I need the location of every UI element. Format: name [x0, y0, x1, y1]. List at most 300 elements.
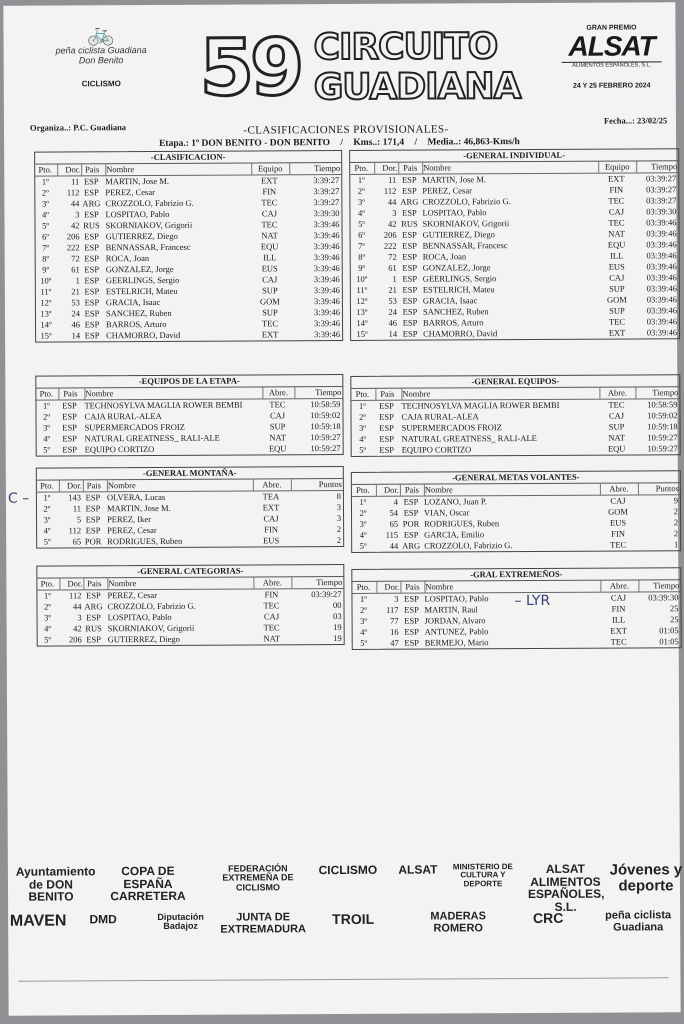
column-header: Pto. [38, 164, 52, 175]
table-cell: 2 [336, 535, 342, 546]
table-cell: ESP [403, 529, 419, 540]
table-cell: TEC [263, 622, 280, 633]
table-cell: 2 [673, 506, 679, 517]
table-cell: 10:59:02 [647, 410, 678, 421]
table-cell: ESP [402, 229, 417, 240]
table-cell: FIN [264, 589, 279, 600]
table-cell: 6º [42, 231, 50, 242]
general-metas-volantes-title: -GENERAL METAS VOLANTES- [352, 471, 680, 485]
column-header: Abre. [253, 577, 290, 588]
table-cell: 8º [42, 253, 50, 264]
sponsor-logo-4: TROIL [332, 910, 375, 928]
table-cell: ESP [379, 444, 395, 455]
table-general-equipos [350, 374, 680, 457]
table-cell: 42 [73, 623, 82, 634]
column-header: Pais [83, 578, 104, 589]
sponsor-logo-4: ALSAT [398, 862, 438, 877]
table-cell: NAT [608, 228, 625, 239]
table-cell: SKORNIAKOV, Grigorii [422, 218, 510, 229]
table-cell: 5º [359, 540, 367, 551]
sponsor-name: ALSAT [568, 30, 655, 62]
sponsor-gp: GRAN PREMIO [586, 24, 637, 32]
table-cell: 25 [669, 603, 679, 614]
table-cell: ARG [402, 540, 421, 551]
table-cell: PEREZ, Cesar [105, 186, 155, 198]
table-cell: 03:39:46 [646, 261, 677, 272]
column-header: Pto. [39, 388, 54, 399]
table-cell: 03:39:46 [646, 217, 677, 228]
table-cell: CAJ [261, 208, 278, 219]
column-header: Nombre [107, 577, 248, 589]
table-cell: 3:39:27 [313, 186, 340, 197]
table-cell: 5º [44, 634, 52, 645]
club-logo [53, 23, 148, 107]
table-cell: EUS [263, 535, 280, 546]
table-cell: ESP [402, 284, 418, 295]
table-cell: 1 [75, 275, 80, 286]
table-cell: ESTELRICH, Mateu [422, 284, 495, 295]
sponsor-logos [8, 848, 683, 936]
table-cell: 4º [359, 529, 367, 540]
table-cell: BENNASSAR, Francesc [422, 240, 508, 251]
table-cell: 14 [388, 328, 398, 339]
table-cell: ANTUNEZ, Pablo [424, 626, 489, 637]
table-cell: EQU [260, 241, 279, 252]
table-cell: VIAN, Oscar [423, 507, 470, 518]
table-cell: CAJ [269, 410, 286, 421]
table-cell: ESP [86, 612, 101, 623]
general-equipos-title: -GENERAL EQUIPOS- [351, 375, 679, 389]
organizer: Organiza..: P.C. Guadiana [29, 122, 127, 133]
table-row [37, 443, 343, 456]
table-cell: EXT [261, 329, 279, 340]
sponsor-logo-0: MAVEN [9, 912, 67, 930]
table-cell: EUS [610, 517, 627, 528]
table-cell: 8 [336, 491, 341, 502]
stage-info [159, 137, 528, 149]
column-header: Dor. [59, 578, 82, 589]
table-cell: 9º [358, 262, 366, 273]
table-cell: 72 [388, 251, 397, 262]
table-cell: 3 [336, 513, 342, 524]
table-cell: 4 [393, 496, 398, 507]
table-cell: BERMEJO, Mario [424, 637, 489, 648]
table-cell: 61 [388, 262, 397, 273]
table-cell: TEC [608, 399, 625, 410]
table-cell: NAT [269, 432, 286, 443]
document-title: -CLASIFICACIONES PROVISIONALES- [243, 123, 449, 137]
stage-separator: / [340, 137, 344, 149]
table-cell: ESP [402, 251, 418, 262]
column-header: Abre. [600, 483, 637, 494]
sponsor-logo-1: DMD [89, 912, 117, 927]
table-cell: 3:39:46 [313, 274, 340, 285]
table-cell: 10º [40, 275, 52, 286]
title-line2: GUADIANA [313, 66, 521, 109]
table-cell: 9 [673, 495, 678, 506]
title-line1: CIRCUITO [313, 26, 498, 69]
column-header: Pto. [40, 578, 55, 589]
stage-average-speed: Media..: 46,863-Kms/h [427, 137, 520, 148]
table-cell: 03 [333, 611, 342, 622]
table-cell: TEC [261, 197, 278, 208]
table-general-metas-volantes [351, 470, 681, 553]
table-cell: 2º [357, 185, 365, 196]
table-cell: OLVERA, Lucas [106, 491, 166, 503]
table-cell: ESP [84, 253, 100, 264]
sponsor-logo [561, 24, 661, 90]
table-cell: 11 [71, 176, 80, 187]
clasificacion-title: -CLASIFICACION- [35, 151, 341, 165]
table-cell: SUPERMERCADOS FROIZ [84, 421, 185, 433]
table-cell: MARTIN, Jose M. [422, 174, 487, 185]
table-cell: ESP [85, 525, 101, 536]
table-cell: 117 [386, 604, 399, 615]
column-header: Dor. [376, 485, 399, 496]
table-cell: 13º [40, 308, 52, 319]
table-cell: 65 [389, 518, 399, 529]
table-cell: BENNASSAR, Francesc [105, 241, 191, 253]
column-header: Tiempo [289, 163, 340, 174]
table-cell: CHAMORRO, David [423, 328, 498, 339]
table-cell: 1º [357, 174, 365, 185]
sponsor-logo-3: JUNTA DE EXTREMADURA [220, 911, 307, 936]
table-cell: 14º [356, 317, 368, 328]
table-cell: ESP [85, 492, 101, 503]
sponsor-logo-0: Ayuntamiento de DON BENITO [15, 864, 96, 904]
table-cell: 5º [360, 637, 368, 648]
table-cell: TEC [269, 399, 286, 410]
column-header: Dor. [376, 582, 399, 593]
table-cell: 2º [359, 411, 366, 422]
table-cell: 24 [388, 306, 397, 317]
table-cell: 6º [358, 229, 366, 240]
table-cell: LOSPITAO, Pablo [107, 611, 172, 623]
table-cell: 12º [356, 295, 368, 306]
table-cell: EXT [260, 175, 278, 186]
club-logo-text: peña ciclista Guadiana [55, 45, 147, 56]
table-cell: 44 [72, 601, 82, 612]
table-cell: 47 [390, 637, 399, 648]
table-cell: 3:39:46 [313, 252, 340, 263]
table-cell: SUP [269, 421, 286, 432]
column-header: Pais [400, 582, 423, 593]
table-cell: 3:39:46 [313, 307, 340, 318]
sponsor-logo-5: MADERAS ROMERO [430, 910, 486, 935]
table-cell: RUS [83, 220, 100, 231]
table-cell: 1 [392, 273, 397, 284]
table-cell: 2 [673, 528, 679, 539]
table-cell: TEC [610, 539, 627, 550]
table-cell: 12º [40, 297, 52, 308]
table-cell: 10:58:59 [647, 399, 678, 410]
table-cell: ESP [84, 286, 100, 297]
sponsor-logo-7: peña ciclista Guadiana [605, 909, 672, 934]
table-row [38, 633, 344, 646]
table-cell: ESP [84, 308, 100, 319]
column-header: Dor. [374, 163, 397, 174]
table-cell: 4º [360, 626, 368, 637]
table-cell: ESP [401, 174, 417, 185]
table-cell: 3:39:46 [313, 241, 340, 252]
table-cell: 4º [43, 525, 51, 536]
table-cell: GUTIERREZ, Diego [422, 229, 495, 240]
table-cell: BARROS, Arturo [422, 317, 484, 328]
table-cell: 15º [356, 328, 368, 339]
table-cell: ESP [402, 306, 418, 317]
table-cell: 46 [388, 317, 398, 328]
table-cell: 10:59:27 [310, 443, 341, 454]
table-cell: NAT [263, 633, 280, 644]
table-cell: ILL [611, 614, 626, 625]
table-cell: ILL [610, 250, 624, 261]
table-cell: GUTIERREZ, Diego [107, 633, 180, 645]
table-cell: 7º [358, 240, 366, 251]
table-cell: 03:39:27 [646, 184, 677, 195]
table-cell: NATURAL GREATNESS_ RALI-ALE [84, 432, 220, 444]
table-cell: 3:39:46 [313, 285, 340, 296]
table-cell: ESP [84, 242, 99, 253]
table-cell: GEERLINGS, Sergio [422, 273, 497, 284]
table-cell: 03:39:30 [648, 592, 679, 603]
table-cell: 2 [336, 524, 342, 535]
table-cell: 54 [389, 507, 399, 518]
table-cell: 42 [70, 220, 80, 231]
table-cell: 1º [358, 400, 366, 411]
table-cell: 1º [43, 590, 51, 601]
table-cell: 01:05 [659, 636, 679, 647]
table-cell: CAJ [263, 513, 279, 524]
table-cell: 16 [390, 626, 399, 637]
stage-distance: Kms..: 171,4 [353, 137, 405, 148]
column-header: Pto. [40, 480, 54, 491]
general-categorias-title: -GENERAL CATEGORIAS- [37, 565, 343, 579]
table-cell: EXT [610, 625, 627, 636]
stage-name: Etapa.: 1º DON BENITO - DON BENITO [159, 138, 331, 149]
table-cell: EQU [607, 239, 626, 250]
table-cell: SUP [262, 285, 278, 296]
column-header: Nombre [424, 581, 575, 593]
table-cell: TEC [610, 636, 627, 647]
table-cell: ARG [400, 196, 419, 207]
table-cell: 10:59:02 [310, 410, 341, 421]
table-cell: 10:59:27 [647, 432, 678, 443]
table-general-montana [36, 466, 344, 549]
table-cell: 3 [77, 612, 82, 623]
table-cell: 3:39:46 [314, 318, 341, 329]
table-cell: EUS [608, 261, 625, 272]
table-cell: 03:39:27 [646, 195, 677, 206]
table-cell: 03:39:46 [646, 327, 678, 338]
table-cell: 11 [72, 503, 82, 514]
table-cell: 3 [394, 593, 399, 604]
table-cell: SANCHEZ, Ruben [422, 306, 489, 317]
table-cell: 222 [66, 242, 80, 253]
table-cell: 42 [387, 218, 397, 229]
sponsor-logo-2: FEDERACIÓN EXTREMEÑA DE CICLISMO [222, 863, 294, 893]
table-cell: POR [84, 536, 102, 547]
results-sheet [3, 2, 683, 1016]
table-cell: CAJA RURAL-ALEA [401, 411, 479, 422]
table-cell: ESP [85, 503, 101, 514]
table-cell: RODRIGUES, Ruben [424, 518, 500, 529]
table-cell: MARTIN, Jose M. [106, 502, 171, 514]
table-cell: 3 [336, 502, 342, 513]
table-cell: GOM [606, 294, 627, 305]
table-cell: 03:39:46 [646, 294, 677, 305]
table-cell: 03:39:30 [646, 206, 677, 217]
column-header: Pto. [356, 581, 371, 592]
table-cell: 10:59:27 [647, 443, 678, 454]
table-cell: 10:59:18 [310, 421, 341, 432]
table-equipos-etapa [35, 374, 343, 457]
table-cell: FIN [609, 184, 624, 195]
table-cell: CAJ [263, 611, 280, 622]
column-header: Pto. [356, 484, 370, 495]
table-cell: RUS [401, 218, 418, 229]
column-header: Tiempo [294, 387, 341, 398]
event-dates: 24 Y 25 FEBRERO 2024 [572, 82, 651, 90]
table-row [36, 329, 342, 342]
table-cell: EQU [268, 443, 287, 454]
equipos-etapa-title: -EQUIPOS DE LA ETAPA- [36, 375, 342, 389]
table-cell: ESP [402, 317, 418, 328]
handwritten-mark-right: – LYR [514, 592, 551, 610]
table-cell: ESP [62, 411, 77, 422]
table-cell: TEC [608, 195, 625, 206]
column-header: Pais [400, 485, 423, 496]
table-cell: 8º [358, 251, 366, 262]
table-cell: 01:05 [659, 625, 679, 636]
table-cell: LOZANO, Juan P. [423, 496, 487, 507]
table-cell: 00 [332, 600, 342, 611]
table-cell: ESP [84, 319, 100, 330]
table-cell: ESP [379, 411, 394, 422]
table-cell: 1º [359, 496, 367, 507]
bicycle-icon: 🚲 [87, 21, 115, 47]
table-cell: ESP [402, 295, 418, 306]
table-cell: RODRIGUES, Ruben [107, 535, 183, 547]
table-cell: ESP [404, 637, 420, 648]
table-cell: FIN [611, 603, 626, 614]
table-cell: 10:59:18 [647, 421, 678, 432]
table-row [352, 443, 680, 456]
table-general-categorias [36, 564, 344, 647]
table-cell: 5º [42, 220, 49, 231]
table-cell: 19 [333, 622, 342, 633]
table-cell: 3º [41, 198, 49, 209]
table-cell: ESP [403, 507, 419, 518]
table-cell: ESP [84, 231, 99, 242]
column-header: Equipo [598, 161, 635, 172]
general-montana-title: -GENERAL MONTAÑA- [37, 467, 343, 481]
table-cell: ESP [402, 207, 417, 218]
table-general-individual [349, 148, 680, 341]
table-cell: GRACIA, Isaac [105, 296, 161, 308]
table-cell: ROCA, Joan [105, 253, 150, 264]
table-cell: 3:39:46 [313, 296, 340, 307]
table-cell: 4º [44, 623, 52, 634]
footer-divider [18, 977, 668, 981]
column-header: Pto. [354, 162, 368, 173]
table-cell: 2 [673, 517, 679, 528]
table-cell: LOSPITAO, Pablo [422, 207, 487, 218]
table-cell: 143 [68, 492, 81, 503]
table-cell: SUP [609, 283, 625, 294]
table-cell: ESP [402, 240, 417, 251]
table-cell: ESP [83, 176, 99, 187]
table-cell: ESP [379, 433, 394, 444]
table-cell: POR [402, 518, 420, 529]
table-cell: PEREZ, Cesar [422, 185, 472, 196]
column-header: Pais [398, 163, 421, 174]
table-cell: 77 [390, 615, 399, 626]
column-header: Abre. [253, 479, 290, 490]
table-cell: PEREZ, Cesar [107, 589, 158, 601]
table-cell: 25 [670, 614, 679, 625]
table-cell: PEREZ, Iker [107, 514, 151, 525]
table-cell: 3º [357, 196, 365, 207]
table-cell: SUP [608, 421, 625, 432]
table-cell: ESP [402, 328, 418, 339]
table-row [353, 636, 681, 649]
table-cell: ESP [62, 422, 77, 433]
table-cell: 03:39:46 [646, 228, 677, 239]
table-cell: FIN [611, 528, 626, 539]
table-cell: GONZALEZ, Jorge [105, 263, 174, 275]
club-logo-sub: Don Benito [78, 55, 124, 66]
table-cell: 1º [359, 593, 367, 604]
table-cell: CAJ [610, 592, 627, 603]
sponsor-logo-5: MINISTERIO DE CULTURA Y DEPORTE [452, 862, 513, 889]
column-header: Pais [81, 164, 102, 175]
table-cell: 44 [387, 196, 397, 207]
table-cell: 44 [70, 198, 80, 209]
table-cell: EQU [607, 443, 626, 454]
table-cell: 44 [389, 540, 399, 551]
table-cell: 3 [392, 207, 397, 218]
table-cell: CROZZOLO, Fabrizio G. [424, 540, 513, 551]
federation-logo-text: CICLISMO [81, 79, 121, 89]
table-cell: 9º [42, 264, 50, 275]
table-cell: 2º [43, 503, 51, 514]
table-cell: ILL [263, 252, 277, 263]
table-cell: 206 [383, 229, 397, 240]
table-cell: 2º [359, 507, 367, 518]
table-cell: ESP [379, 400, 394, 411]
sponsor-logo-3: CICLISMO [318, 862, 378, 878]
table-cell: CROZZOLO, Fabrizio G. [422, 196, 511, 207]
table-cell: ESP [62, 444, 78, 455]
table-cell: 10º [356, 273, 368, 284]
table-cell: ESP [404, 593, 419, 604]
table-cell: GOM [608, 506, 628, 517]
table-cell: TEC [608, 316, 626, 327]
table-cell: ESP [84, 330, 100, 341]
table-cell: 3º [43, 422, 51, 433]
table-cell: CROZZOLO, Fabrizio G. [105, 197, 194, 209]
table-cell: 03:39:46 [646, 316, 678, 327]
table-cell: 3:39:27 [313, 175, 340, 186]
table-cell: 2º [43, 411, 50, 422]
table-cell: 53 [388, 295, 397, 306]
table-cell: ESP [404, 615, 419, 626]
table-cell: TEC [608, 217, 625, 228]
table-cell: 3º [360, 615, 368, 626]
table-cell: 11º [356, 284, 368, 295]
table-cell: 19 [333, 633, 342, 644]
table-cell: LOSPITAO, Pablo [105, 208, 170, 220]
